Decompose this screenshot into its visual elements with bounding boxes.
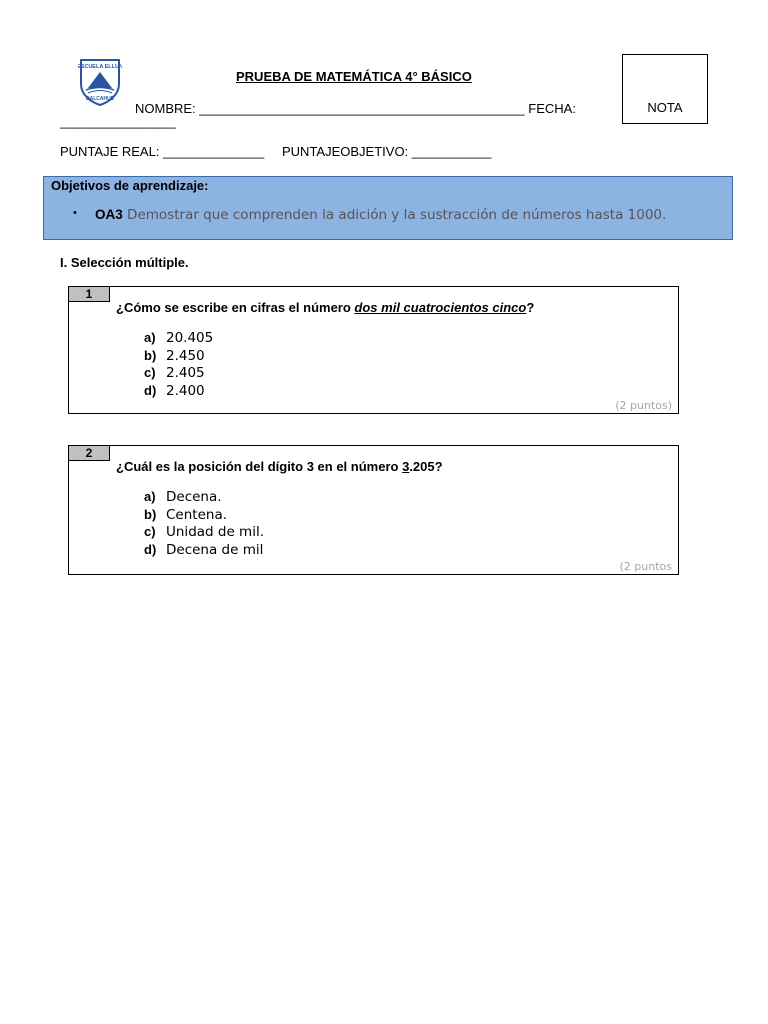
option-letter: d)	[144, 382, 157, 398]
objectives-box	[43, 176, 733, 240]
question-2	[68, 445, 679, 575]
option-text: 2.405	[166, 365, 205, 382]
option-c[interactable]	[144, 524, 264, 542]
objective-code: OA3	[95, 207, 123, 222]
option-text: 2.400	[166, 382, 205, 399]
nombre-field[interactable]: _____________________________________________	[199, 101, 525, 116]
puntaje-real-line	[60, 144, 264, 159]
option-letter: d)	[144, 541, 157, 557]
option-letter: c)	[144, 365, 156, 381]
question-prompt	[116, 459, 443, 474]
school-logo	[78, 58, 122, 106]
fecha-field[interactable]: ________________	[60, 114, 176, 129]
option-c[interactable]	[144, 365, 213, 383]
options-list	[144, 330, 213, 400]
option-text: Decena.	[166, 489, 222, 505]
option-text: 20.405	[166, 330, 214, 346]
svg-text:DALCAHUE: DALCAHUE	[85, 96, 115, 102]
option-letter: a)	[144, 489, 156, 504]
option-letter: a)	[144, 330, 156, 345]
nota-box	[622, 54, 708, 124]
option-b[interactable]	[144, 348, 213, 366]
objective-item	[95, 206, 715, 224]
option-d[interactable]	[144, 383, 213, 401]
page-title: PRUEBA DE MATEMÁTICA 4° BÁSICO	[236, 69, 472, 84]
fecha-label: FECHA:	[524, 101, 576, 116]
question-1	[68, 286, 679, 414]
bullet-icon: •	[73, 207, 77, 219]
prompt-text-end: ?	[526, 300, 535, 315]
question-number: 2	[69, 446, 110, 461]
option-letter: b)	[144, 506, 157, 522]
option-d[interactable]	[144, 542, 264, 560]
nota-label: NOTA	[647, 100, 683, 115]
options-list	[144, 489, 264, 559]
option-letter: c)	[144, 524, 156, 540]
prompt-text-end: .205?	[409, 459, 443, 474]
objectives-heading: Objetivos de aprendizaje:	[51, 178, 209, 193]
option-text: 2.450	[166, 347, 205, 364]
prompt-emphasis: dos mil cuatrocientos cinco	[354, 300, 527, 315]
option-a[interactable]	[144, 489, 264, 507]
puntaje-objetivo-label: PUNTAJEOBJETIVO:	[282, 144, 412, 159]
option-text: Centena.	[166, 506, 228, 523]
puntaje-objetivo-line	[282, 144, 491, 159]
question-prompt	[116, 300, 534, 315]
objective-description: Demostrar que comprenden la adición y la sustracción de números hasta 1000.	[122, 207, 667, 223]
option-text: Decena de mil	[166, 541, 264, 558]
points-label: (2 puntos	[619, 560, 672, 573]
option-b[interactable]	[144, 507, 264, 525]
prompt-text: ¿Cómo se escribe en cifras el número	[116, 300, 355, 315]
puntaje-real-label: PUNTAJE REAL:	[60, 144, 164, 159]
option-letter: b)	[144, 347, 157, 363]
puntaje-objetivo-field[interactable]: ___________	[411, 144, 492, 159]
prompt-emphasis: 3	[402, 459, 410, 474]
puntaje-real-field[interactable]: ______________	[163, 144, 265, 159]
question-number: 1	[69, 287, 110, 302]
points-label: (2 puntos)	[615, 399, 672, 412]
prompt-text: ¿Cuál es la posición del dígito 3 en el número	[116, 459, 403, 474]
section-title: I. Selección múltiple.	[60, 255, 189, 270]
nombre-line	[135, 101, 576, 116]
option-text: Unidad de mil.	[166, 524, 265, 541]
svg-text:ESCUELA ELLUN: ESCUELA ELLUN	[78, 64, 122, 70]
option-a[interactable]	[144, 330, 213, 348]
nombre-label: NOMBRE:	[135, 101, 200, 116]
